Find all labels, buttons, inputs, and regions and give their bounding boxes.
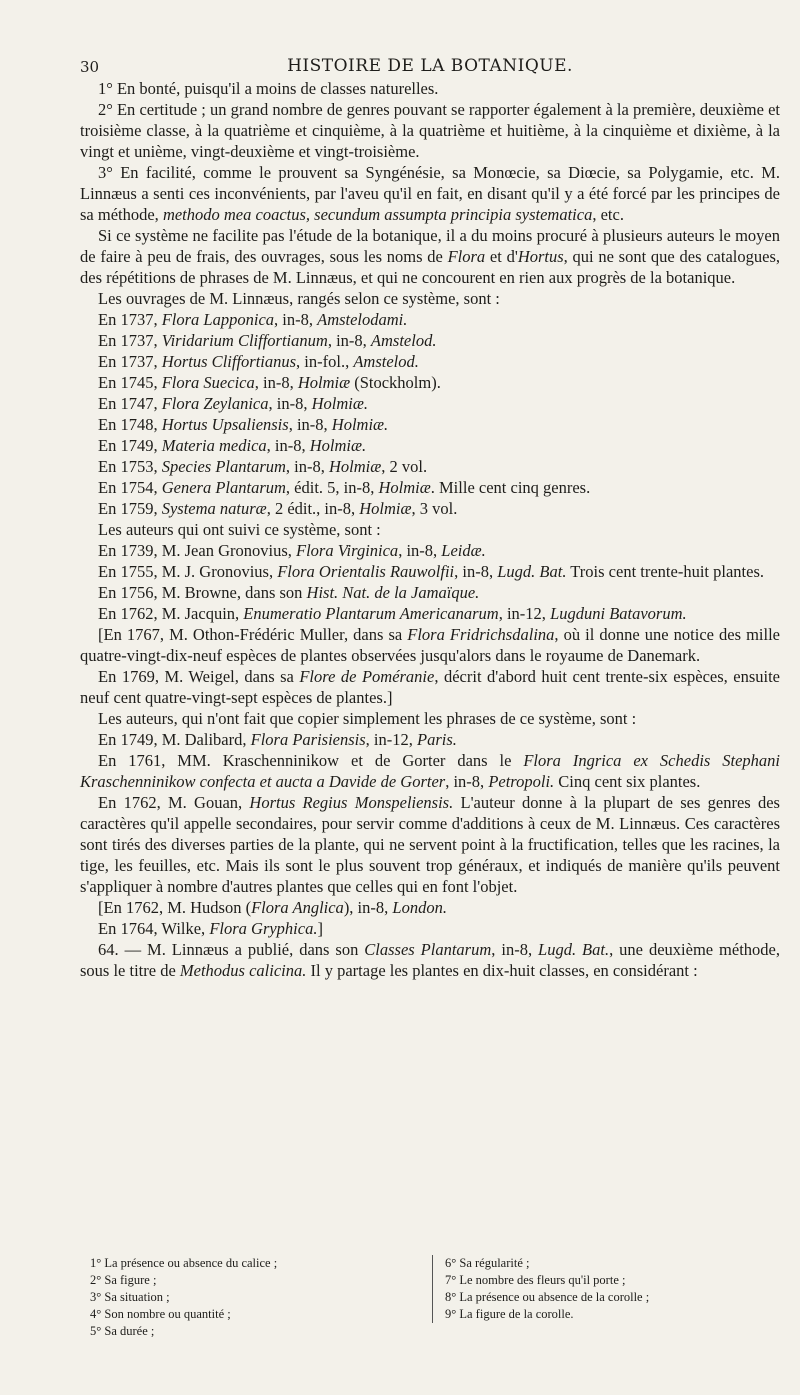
text-run: En 1745, xyxy=(98,373,162,392)
text-run: En 1759, xyxy=(98,499,162,518)
text-run: , une deuxième méthode, sous le titre de xyxy=(80,940,780,980)
text-run: 1° En bonté, puisqu'il a moins de classes naturelles. xyxy=(98,79,439,98)
text-run: Les auteurs, qui n'ont fait que copier simplement les phrases de ce système, sont : xyxy=(98,709,637,728)
text-run: Flora xyxy=(447,247,486,266)
paragraph xyxy=(80,729,780,750)
text-run: Flora Zeylanica xyxy=(161,394,269,413)
paragraph xyxy=(80,372,780,393)
text-run: Si ce système ne facilite pas l'étude de la botanique, il a du moins procuré à plusieurs auteurs le moyen de faire à peu de frais, des ouvrages, sous les noms de xyxy=(80,226,780,266)
text-run: Leidæ. xyxy=(441,541,486,560)
criterion-item: 5° Sa durée ; xyxy=(90,1324,155,1338)
text-run: Amstelod. xyxy=(353,352,419,371)
paragraph xyxy=(80,666,780,708)
criteria-column-right xyxy=(432,1255,785,1323)
text-run: , 2 édit., in-8, xyxy=(266,499,360,518)
paragraph xyxy=(80,435,780,456)
text-run: , in-8, xyxy=(327,331,371,350)
text-run: En 1737, xyxy=(98,331,162,350)
criterion-item: 7° Le nombre des fleurs qu'il porte ; xyxy=(445,1273,626,1287)
text-run: Hortus xyxy=(517,247,564,266)
text-run: Systema naturæ xyxy=(161,499,267,518)
text-run: En 1761, MM. Kraschenninikow et de Gorter dans le xyxy=(98,751,524,770)
paragraph xyxy=(80,456,780,477)
text-run: , in-12, xyxy=(365,730,418,749)
text-run: Lugd. Bat. xyxy=(538,940,610,959)
text-run: Enumeratio Plantarum Americanarum xyxy=(243,604,499,623)
paragraph xyxy=(80,624,780,666)
paragraph xyxy=(80,477,780,498)
text-run: , in-8, xyxy=(491,940,539,959)
text-run: Flora Lapponica xyxy=(161,310,275,329)
text-run: Materia medica xyxy=(161,436,267,455)
paragraph xyxy=(80,99,780,162)
criterion-item: 9° La figure de la corolle. xyxy=(445,1307,574,1321)
text-run: En 1737, xyxy=(98,310,162,329)
text-run: Holmiæ. xyxy=(311,394,368,413)
text-run: L'auteur donne à la plupart de ses genres des caractères qu'il appelle secondaires, pour servir comme d'additions à ceux de M. Linnæus. Ces caractères sont tirés des diverses parties de la plante, qui ne servent point à la fructification, telles que les racines, la tige, les feuilles, etc. Mais ils sont le plus souvent trop généraux, et indiqués de manière qu'ils peuvent s'appliquer à nombre d'autres plantes que celles qui en font l'objet. xyxy=(80,793,780,896)
text-run: ), in-8, xyxy=(343,898,393,917)
criterion-item: 3° Sa situation ; xyxy=(90,1290,170,1304)
text-run: 64. — M. Linnæus a publié, dans son xyxy=(98,940,365,959)
text-run: En 1754, xyxy=(98,478,162,497)
text-run: , in-8, xyxy=(274,310,318,329)
criteria-column-left xyxy=(90,1255,420,1340)
text-run: En 1747, xyxy=(98,394,162,413)
text-run: Flora Fridrichsdalina xyxy=(407,625,555,644)
paragraph xyxy=(80,519,780,540)
text-run: , in-8, xyxy=(254,373,298,392)
text-run: En 1737, xyxy=(98,352,162,371)
text-run: Il y partage les plantes en dix-huit classes, en considérant : xyxy=(306,961,698,980)
text-run: [En 1762, M. Hudson ( xyxy=(98,898,252,917)
text-run: Amstelod. xyxy=(370,331,437,350)
text-run: Holmiæ xyxy=(329,457,382,476)
text-run: Les auteurs qui ont suivi ce système, sont : xyxy=(98,520,381,539)
text-run: , qui ne sont que des catalogues, des répétitions de phrases de M. Linnæus, et qui ne concourent en rien aux progrès de la botanique. xyxy=(80,247,780,287)
body-text xyxy=(80,78,780,981)
text-run: Holmiæ xyxy=(378,478,431,497)
paragraph xyxy=(80,561,780,582)
text-run: En 1756, M. Browne, dans son xyxy=(98,583,307,602)
text-run: , où il donne une notice des mille quatre-vingt-dix-neuf espèces de plantes observées jusqu'alors dans le royaume de Danemark. xyxy=(80,625,780,665)
running-title: HISTOIRE DE LA BOTANIQUE. xyxy=(287,56,573,76)
text-run: Holmiæ xyxy=(297,373,351,392)
text-run: Holmiæ xyxy=(359,499,412,518)
text-run: Lugduni Batavorum. xyxy=(550,604,687,623)
text-run: , in-8, xyxy=(285,457,329,476)
paragraph xyxy=(80,540,780,561)
text-run: et d' xyxy=(485,247,518,266)
text-run: Holmiæ. xyxy=(331,415,389,434)
text-run: , etc. xyxy=(592,205,624,224)
text-run: Hortus Cliffortianus xyxy=(161,352,297,371)
text-run: Paris. xyxy=(417,730,457,749)
paragraph xyxy=(80,288,780,309)
text-run: En 1749, M. Dalibard, xyxy=(98,730,251,749)
text-run: , édit. 5, in-8, xyxy=(285,478,379,497)
text-run: Flora Suecica xyxy=(161,373,255,392)
criterion-item: 2° Sa figure ; xyxy=(90,1273,157,1287)
criterion-item: 4° Son nombre ou quantité ; xyxy=(90,1307,231,1321)
paragraph xyxy=(80,78,780,99)
text-run: En 1749, xyxy=(98,436,162,455)
text-run: En 1764, Wilke, xyxy=(98,919,210,938)
text-run: , in-8, xyxy=(398,541,442,560)
text-run: Petropoli. xyxy=(488,772,555,791)
paragraph xyxy=(80,750,780,792)
text-run: , in-12, xyxy=(498,604,551,623)
text-run: En 1755, M. J. Gronovius, xyxy=(98,562,278,581)
text-run: , in-8, xyxy=(288,415,332,434)
text-run: Hortus Regius Monspeliensis. xyxy=(249,793,454,812)
text-run: methodo mea coactus, secundum assumpta principia systematica xyxy=(162,205,593,224)
text-run: , in-8, xyxy=(266,436,310,455)
paragraph xyxy=(80,498,780,519)
text-run: Genera Plantarum xyxy=(161,478,286,497)
text-run: Flora Parisiensis xyxy=(250,730,366,749)
text-run: , in-8, xyxy=(445,772,489,791)
text-run: Hist. Nat. de la Jamaïque. xyxy=(306,583,480,602)
text-run: ] xyxy=(317,919,323,938)
text-run: Species Plantarum xyxy=(161,457,286,476)
paragraph xyxy=(80,351,780,372)
text-run: Cinq cent six plantes. xyxy=(554,772,701,791)
paragraph xyxy=(80,162,780,225)
page-number: 30 xyxy=(80,58,100,76)
text-run: En 1762, M. Jacquin, xyxy=(98,604,244,623)
criterion-item: 1° La présence ou absence du calice ; xyxy=(90,1256,278,1270)
text-run: Les ouvrages de M. Linnæus, rangés selon ce système, sont : xyxy=(98,289,500,308)
text-run: En 1769, M. Weigel, dans sa xyxy=(98,667,300,686)
paragraph xyxy=(80,414,780,435)
text-run: Trois cent trente-huit plantes. xyxy=(566,562,764,581)
text-run: Flora Ingrica ex Schedis Stephani Kraschenninikow confecta et aucta a Davide de Gorter xyxy=(80,751,780,791)
text-run: , décrit d'abord huit cent trente-six espèces, ensuite neuf cent quatre-vingt-sept espèces de plantes.] xyxy=(80,667,780,707)
text-run: Holmiæ. xyxy=(309,436,367,455)
paragraph xyxy=(80,939,780,981)
text-run: Flora Anglica xyxy=(251,898,344,917)
text-run: , 3 vol. xyxy=(411,499,458,518)
text-run: . Mille cent cinq genres. xyxy=(430,478,591,497)
paragraph xyxy=(80,897,780,918)
text-run: Flora Gryphica. xyxy=(209,919,318,938)
criterion-item: 8° La présence ou absence de la corolle ; xyxy=(445,1290,650,1304)
text-run: London. xyxy=(392,898,447,917)
paragraph xyxy=(80,309,780,330)
text-run: Methodus calicina. xyxy=(179,961,307,980)
paragraph xyxy=(80,708,780,729)
paragraph xyxy=(80,330,780,351)
text-run: 3° En facilité, comme le prouvent sa Syngénésie, sa Monœcie, sa Diœcie, sa Polygamie, etc. M. Linnæus a senti ces inconvénients, par l'aveu qu'il en fait, en disant qu'il y a été forcé par les principes de sa méthode, xyxy=(80,163,780,224)
text-run: (Stockholm). xyxy=(350,373,441,392)
text-run: Hortus Upsaliensis xyxy=(161,415,289,434)
text-run: , in-8, xyxy=(268,394,312,413)
paragraph xyxy=(80,582,780,603)
text-run: Flora Virginica xyxy=(295,541,399,560)
paragraph xyxy=(80,918,780,939)
text-run: En 1748, xyxy=(98,415,162,434)
paragraph xyxy=(80,393,780,414)
text-run: Lugd. Bat. xyxy=(497,562,567,581)
text-run: 2° En certitude ; un grand nombre de genres pouvant se rapporter également à la première, deuxième et troisième classe, à la quatrième et cinquième, à la quatrième et huitième, à la cinquième et dixième, à la vingt et unième, vingt-deuxième et vingt-troisième. xyxy=(80,100,780,161)
text-run: En 1753, xyxy=(98,457,162,476)
criterion-item: 6° Sa régularité ; xyxy=(445,1256,530,1270)
text-run: Flora Orientalis Rauwolfii xyxy=(277,562,455,581)
paragraph xyxy=(80,603,780,624)
text-run: Flore de Poméranie xyxy=(299,667,435,686)
text-run: En 1739, M. Jean Gronovius, xyxy=(98,541,296,560)
paragraph xyxy=(80,792,780,897)
text-run: , in-8, xyxy=(454,562,498,581)
text-run: [En 1767, M. Othon-Frédéric Muller, dans sa xyxy=(98,625,408,644)
text-run: , in-fol., xyxy=(296,352,354,371)
text-run: Classes Plantarum xyxy=(364,940,492,959)
text-run: En 1762, M. Gouan, xyxy=(98,793,250,812)
text-run: Viridarium Cliffortianum xyxy=(161,331,328,350)
page-header xyxy=(80,54,780,80)
text-run: Amstelodami. xyxy=(317,310,408,329)
text-run: , 2 vol. xyxy=(381,457,428,476)
paragraph xyxy=(80,225,780,288)
